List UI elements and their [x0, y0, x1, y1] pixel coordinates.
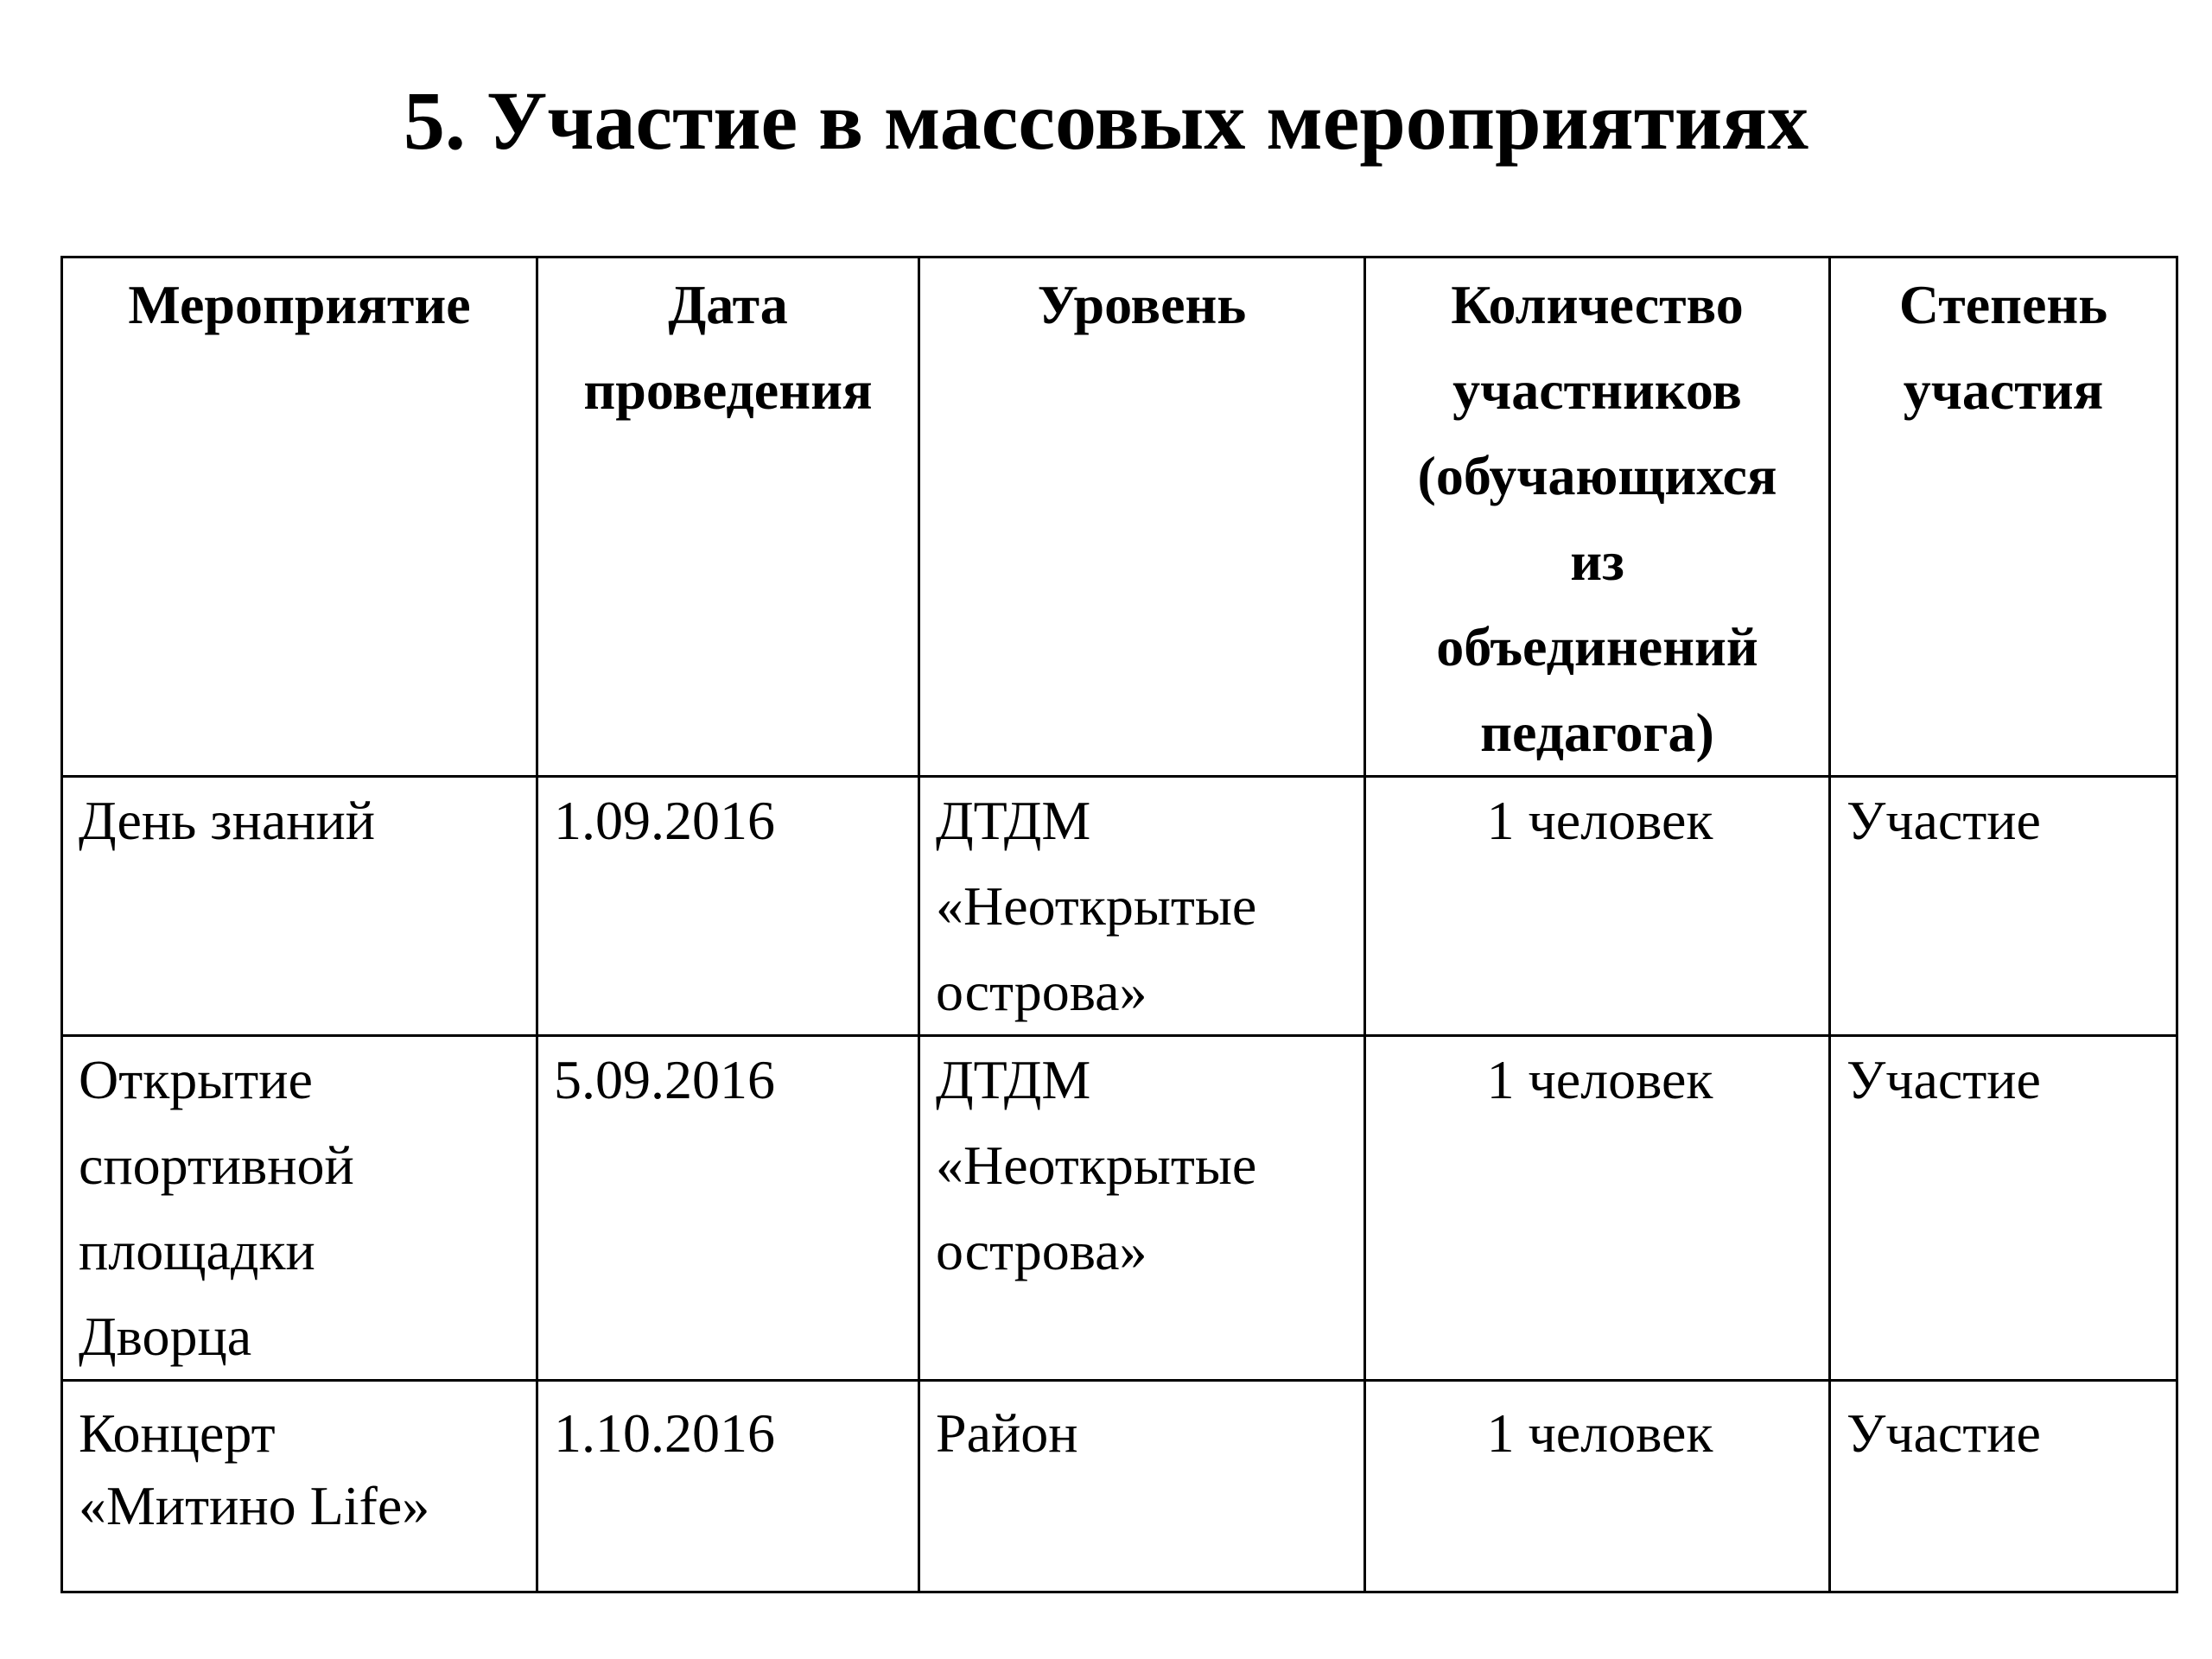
header-level: Уровень — [919, 257, 1365, 777]
cell-count: 1 человек — [1365, 1381, 1830, 1592]
cell-event: Открытие спортивной площадки Дворца — [62, 1036, 537, 1381]
events-table — [60, 256, 2178, 1593]
cell-count: 1 человек — [1365, 777, 1830, 1036]
table-header-row — [62, 257, 2177, 777]
header-date: Дата проведения — [537, 257, 919, 777]
cell-participation: Участие — [1830, 1381, 2177, 1592]
cell-event: День знаний — [62, 777, 537, 1036]
cell-level: ДТДМ «Неоткрытые острова» — [919, 777, 1365, 1036]
cell-participation: Участие — [1830, 1036, 2177, 1381]
cell-date: 5.09.2016 — [537, 1036, 919, 1381]
page-title: 5. Участие в массовых мероприятиях — [403, 74, 1809, 167]
header-count: Количество участников (обучающихся из объединений педагога) — [1365, 257, 1830, 777]
cell-level: Район — [919, 1381, 1365, 1592]
cell-count: 1 человек — [1365, 1036, 1830, 1381]
header-event: Мероприятие — [62, 257, 537, 777]
table-row — [62, 1036, 2177, 1381]
table-row — [62, 1381, 2177, 1592]
cell-event: Концерт «Митино Life» — [62, 1381, 537, 1592]
table-row — [62, 777, 2177, 1036]
cell-date: 1.09.2016 — [537, 777, 919, 1036]
cell-level: ДТДМ «Неоткрытые острова» — [919, 1036, 1365, 1381]
cell-participation: Участие — [1830, 777, 2177, 1036]
header-participation: Степень участия — [1830, 257, 2177, 777]
cell-date: 1.10.2016 — [537, 1381, 919, 1592]
